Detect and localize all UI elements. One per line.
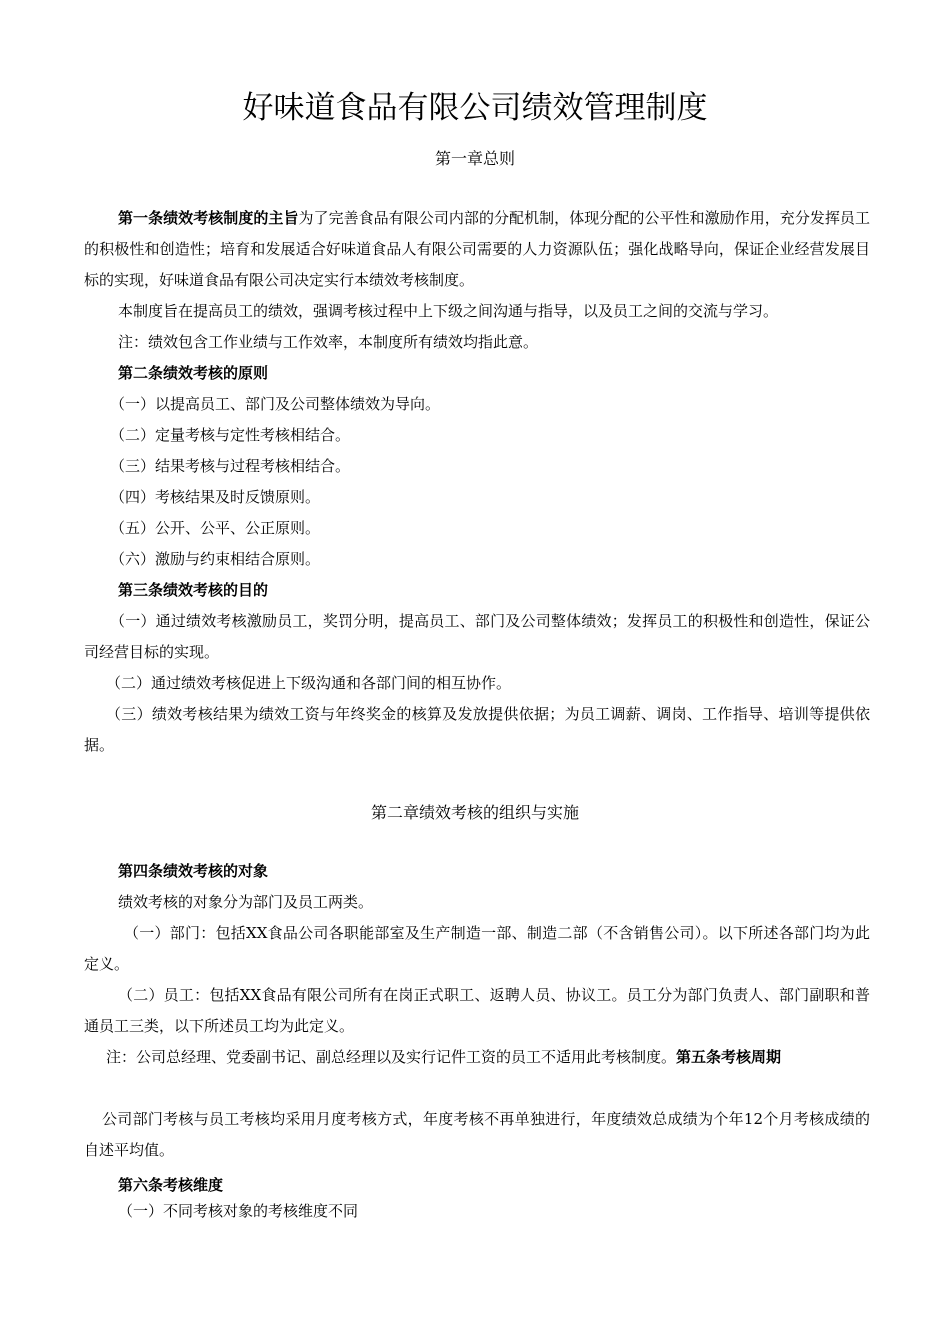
article-4-item-2: （二）员工：包括XX食品有限公司所有在岗正式职工、返聘人员、协议工。员工分为部门负责人、部门副职和普通员工三类，以下所述员工均为此定义。: [84, 986, 870, 1035]
article-1-paragraph-2: 本制度旨在提高员工的绩效，强调考核过程中上下级之间沟通与指导，以及员工之间的交流与学习。: [118, 302, 779, 320]
chapter-2-heading: 第二章绩效考核的组织与实施: [370, 803, 579, 822]
article-1-body: 为了完善食品有限公司内部的分配机制，体现分配的公平性和激励作用，充分发挥员工的积极性和创造性；培育和发展适合好味道食品人有限公司需要的人力资源队伍；强化战略导向，保证企业经营发展目标的实现，好味道食品有限公司决定实行本绩效考核制度。: [84, 209, 870, 289]
article-2-item: （二）定量考核与定性考核相结合。: [110, 426, 351, 444]
article-6-heading: 第六条考核维度: [118, 1176, 224, 1194]
article-3-heading: 第三条绩效考核的目的: [118, 581, 269, 599]
article-2-item: （三）结果考核与过程考核相结合。: [110, 457, 351, 475]
article-5-heading: 第五条考核周期: [676, 1048, 782, 1066]
article-4-item-1: （一）部门：包括XX食品公司各职能部室及生产制造一部、制造二部（不含销售公司）。以下所述各部门均为此定义。: [84, 924, 870, 973]
article-1-heading: 第一条绩效考核制度的主旨: [118, 209, 299, 227]
chapter-1-heading: 第一章总则: [434, 149, 515, 168]
article-4-heading: 第四条绩效考核的对象: [118, 862, 269, 880]
article-2-item: （五）公开、公平、公正原则。: [110, 519, 321, 537]
article-4-paragraph: 绩效考核的对象分为部门及员工两类。: [118, 893, 374, 911]
article-2-item: （一）以提高员工、部门及公司整体绩效为导向。: [110, 395, 441, 413]
article-3-item-3: （三）绩效考核结果为绩效工资与年终奖金的核算及发放提供依据；为员工调薪、调岗、工作指导、培训等提供依据。: [84, 705, 870, 754]
article-5-body: 公司部门考核与员工考核均采用月度考核方式，年度考核不再单独进行，年度绩效总成绩为个年12个月考核成绩的自述平均值。: [84, 1110, 870, 1159]
article-4-note-paragraph: [106, 1042, 870, 1073]
article-1-paragraph: [84, 203, 870, 296]
article-3-item-1: （一）通过绩效考核激励员工，奖罚分明，提高员工、部门及公司整体绩效；发挥员工的积极性和创造性，保证公司经营目标的实现。: [84, 612, 870, 661]
article-2-item: （六）激励与约束相结合原则。: [110, 550, 321, 568]
article-3-item-2: （二）通过绩效考核促进上下级沟通和各部门间的相互协作。: [106, 674, 512, 692]
article-1-note: 注：绩效包含工作业绩与工作效率，本制度所有绩效均指此意。: [118, 333, 539, 351]
article-2-item: （四）考核结果及时反馈原则。: [110, 488, 321, 506]
document-title: 好味道食品有限公司绩效管理制度: [242, 90, 708, 126]
article-2-heading: 第二条绩效考核的原则: [118, 364, 269, 382]
article-6-item-1: （一）不同考核对象的考核维度不同: [118, 1202, 359, 1220]
article-4-note: 注：公司总经理、党委副书记、副总经理以及实行记件工资的员工不适用此考核制度。: [106, 1048, 677, 1066]
